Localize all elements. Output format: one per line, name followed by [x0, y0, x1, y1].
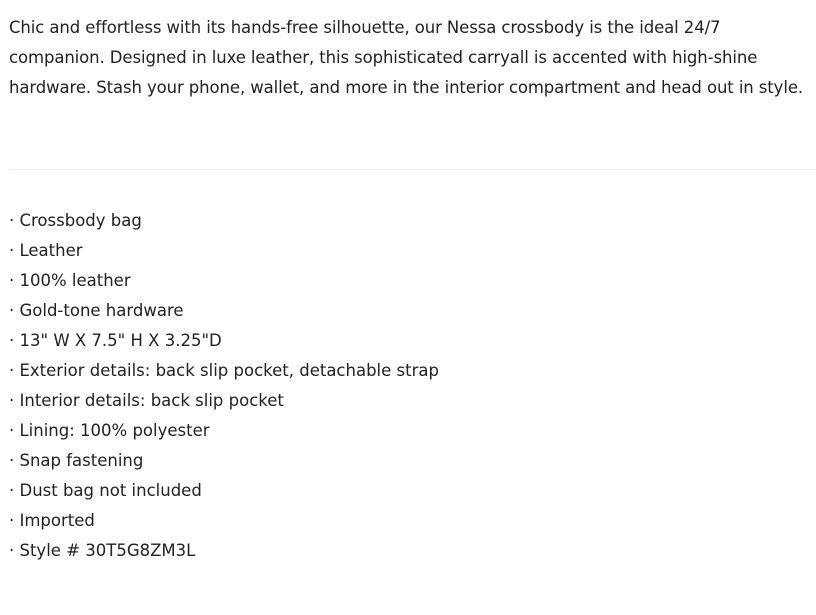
section-divider [9, 169, 816, 170]
feature-item: · Lining: 100% polyester [9, 421, 210, 440]
feature-item: · Leather [9, 241, 83, 260]
feature-item: · Exterior details: back slip pocket, detachable strap [9, 361, 439, 380]
feature-item: · Gold-tone hardware [9, 301, 184, 320]
feature-item: · Style # 30T5G8ZM3L [9, 541, 196, 560]
feature-item: · Snap fastening [9, 451, 144, 470]
feature-item: · 100% leather [9, 271, 131, 290]
feature-item: · Interior details: back slip pocket [9, 391, 284, 410]
feature-item: · Crossbody bag [9, 211, 142, 230]
feature-item: · Dust bag not included [9, 481, 202, 500]
product-features-list [9, 206, 439, 566]
feature-item: · Imported [9, 511, 95, 530]
feature-item: · 13" W X 7.5" H X 3.25"D [9, 331, 222, 350]
product-description: Chic and effortless with its hands-free silhouette, our Nessa crossbody is the ideal 24/7 companion. Designed in luxe leather, this sophisticated carryall is accented with high-shine hardware. Stash your phone, wallet, and more in the interior compartment and head out in style. [9, 18, 804, 97]
